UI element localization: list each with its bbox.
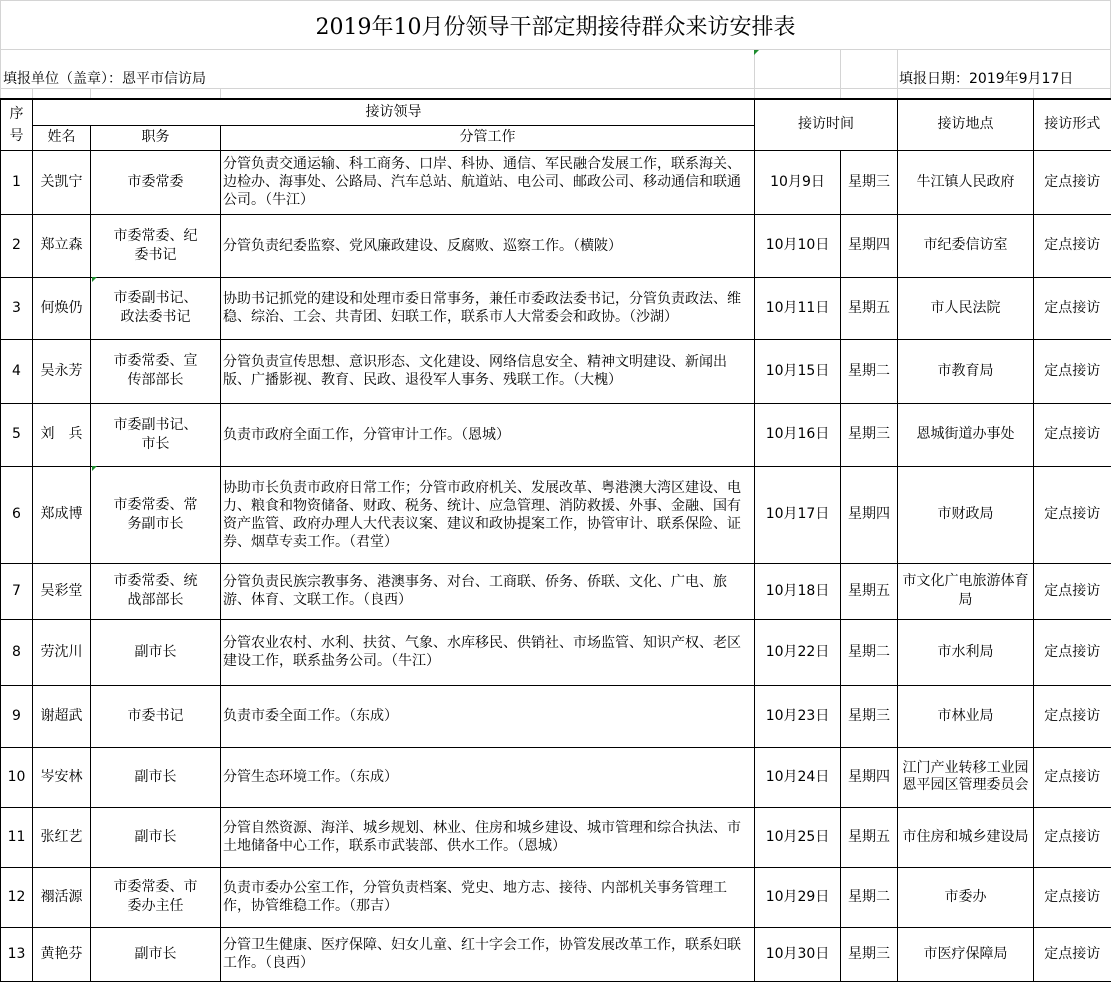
cell-date: 10月30日 xyxy=(755,927,841,981)
cell-location: 市林业局 xyxy=(898,685,1034,747)
header-time: 接访时间 xyxy=(755,99,898,150)
cell-duties: 分管负责民族宗教事务、港澳事务、对台、工商联、侨务、侨联、文化、广电、旅游、体育、文联工作。（良西） xyxy=(221,563,755,619)
cell-name: 吴永芳 xyxy=(33,339,91,403)
cell-duties: 负责市委全面工作。（东成） xyxy=(221,685,755,747)
report-date xyxy=(899,68,1073,88)
table-row xyxy=(1,685,1111,747)
cell-position: 市委常委、宣传部部长 xyxy=(91,339,221,403)
header-seq: 序号 xyxy=(1,99,33,150)
cell-date: 10月10日 xyxy=(755,214,841,277)
cell-position: 副市长 xyxy=(91,747,221,807)
cell-seq: 10 xyxy=(1,747,33,807)
cell-date: 10月16日 xyxy=(755,403,841,466)
gridline xyxy=(840,49,841,98)
cell-date: 10月24日 xyxy=(755,747,841,807)
cell-duties: 协助市长负责市政府日常工作；分管市政府机关、发展改革、粤港澳大湾区建设、电力、粮食和物资储备、财政、税务、统计、应急管理、消防救援、外事、金融、国有资产监管、政府办理人大代表议案、建议和政协提案工作，协管审计、联系保险、证券、烟草专卖工作。（君堂） xyxy=(221,466,755,563)
cell-duties: 分管自然资源、海洋、城乡规划、林业、住房和城乡建设、城市管理和综合执法、市土地储备中心工作，联系市武装部、供水工作。（恩城） xyxy=(221,807,755,867)
cell-position: 市委书记 xyxy=(91,685,221,747)
cell-location: 市财政局 xyxy=(898,466,1034,563)
header-duties: 分管工作 xyxy=(221,125,755,150)
reporting-unit xyxy=(3,68,206,88)
table-row xyxy=(1,619,1111,685)
cell-form: 定点接访 xyxy=(1034,466,1111,563)
cell-location: 市住房和城乡建设局 xyxy=(898,807,1034,867)
cell-duties: 分管农业农村、水利、扶贫、气象、水库移民、供销社、市场监管、知识产权、老区建设工作，联系盐务公司。（牛江） xyxy=(221,619,755,685)
cell-duties: 分管负责宣传思想、意识形态、文化建设、网络信息安全、精神文明建设、新闻出版、广播影视、教育、民政、退役军人事务、残联工作。（大槐） xyxy=(221,339,755,403)
cell-form: 定点接访 xyxy=(1034,214,1111,277)
cell-seq: 12 xyxy=(1,867,33,927)
table-row xyxy=(1,747,1111,807)
cell-name: 吴彩堂 xyxy=(33,563,91,619)
cell-name: 岑安林 xyxy=(33,747,91,807)
cell-position: 市委常委、常务副市长 xyxy=(91,466,221,563)
cell-name: 关凯宁 xyxy=(33,150,91,214)
cell-position: 市委副书记、政法委书记 xyxy=(91,277,221,339)
gridline xyxy=(897,49,898,98)
cell-name: 谢超武 xyxy=(33,685,91,747)
comment-marker xyxy=(92,277,97,282)
cell-name: 劳沈川 xyxy=(33,619,91,685)
reporting-unit-value: 恩平市信访局 xyxy=(122,71,206,87)
cell-form: 定点接访 xyxy=(1034,927,1111,981)
cell-form: 定点接访 xyxy=(1034,685,1111,747)
cell-weekday: 星期三 xyxy=(841,150,898,214)
cell-seq: 9 xyxy=(1,685,33,747)
header-position: 职务 xyxy=(91,125,221,150)
cell-name: 刘 兵 xyxy=(33,403,91,466)
cell-name: 张红艺 xyxy=(33,807,91,867)
cell-name: 禤活源 xyxy=(33,867,91,927)
cell-duties: 负责市委办公室工作，分管负责档案、党史、地方志、接待、内部机关事务管理工作，协管维稳工作。（那吉） xyxy=(221,867,755,927)
cell-form: 定点接访 xyxy=(1034,867,1111,927)
cell-weekday: 星期五 xyxy=(841,807,898,867)
header-name: 姓名 xyxy=(33,125,91,150)
table-row xyxy=(1,807,1111,867)
cell-date: 10月22日 xyxy=(755,619,841,685)
cell-seq: 8 xyxy=(1,619,33,685)
document-title: 2019年10月份领导干部定期接待群众来访安排表 xyxy=(0,0,1111,50)
gridline xyxy=(220,88,221,98)
cell-form: 定点接访 xyxy=(1034,747,1111,807)
table-row xyxy=(1,403,1111,466)
cell-position: 副市长 xyxy=(91,807,221,867)
cell-location: 市委办 xyxy=(898,867,1034,927)
cell-duties: 分管卫生健康、医疗保障、妇女儿童、红十字会工作，协管发展改革工作，联系妇联工作。（良西） xyxy=(221,927,755,981)
comment-marker xyxy=(754,50,759,55)
cell-location: 市文化广电旅游体育局 xyxy=(898,563,1034,619)
cell-date: 10月11日 xyxy=(755,277,841,339)
comment-marker xyxy=(92,466,97,471)
cell-form: 定点接访 xyxy=(1034,563,1111,619)
cell-position: 市委常委、市委办主任 xyxy=(91,867,221,927)
header-leader-group: 接访领导 xyxy=(33,99,755,125)
cell-weekday: 星期四 xyxy=(841,747,898,807)
schedule-table xyxy=(0,98,1111,982)
report-date-label: 填报日期： xyxy=(899,71,969,87)
cell-form: 定点接访 xyxy=(1034,403,1111,466)
cell-location: 恩城街道办事处 xyxy=(898,403,1034,466)
cell-weekday: 星期五 xyxy=(841,277,898,339)
cell-seq: 3 xyxy=(1,277,33,339)
cell-form: 定点接访 xyxy=(1034,339,1111,403)
cell-date: 10月25日 xyxy=(755,807,841,867)
cell-location: 市纪委信访室 xyxy=(898,214,1034,277)
table-row xyxy=(1,466,1111,563)
cell-date: 10月23日 xyxy=(755,685,841,747)
cell-location: 市医疗保障局 xyxy=(898,927,1034,981)
cell-name: 郑成博 xyxy=(33,466,91,563)
cell-seq: 11 xyxy=(1,807,33,867)
cell-form: 定点接访 xyxy=(1034,150,1111,214)
cell-date: 10月29日 xyxy=(755,867,841,927)
cell-location: 市教育局 xyxy=(898,339,1034,403)
cell-weekday: 星期四 xyxy=(841,466,898,563)
cell-position: 市委常委、统战部部长 xyxy=(91,563,221,619)
reporting-unit-label: 填报单位（盖章）： xyxy=(3,71,122,87)
table-row xyxy=(1,563,1111,619)
cell-weekday: 星期四 xyxy=(841,214,898,277)
gridline xyxy=(0,88,1111,89)
cell-seq: 1 xyxy=(1,150,33,214)
cell-weekday: 星期二 xyxy=(841,619,898,685)
gridline xyxy=(32,88,33,98)
cell-form: 定点接访 xyxy=(1034,619,1111,685)
gridline xyxy=(754,49,755,98)
cell-location: 牛江镇人民政府 xyxy=(898,150,1034,214)
table-row xyxy=(1,867,1111,927)
table-row xyxy=(1,150,1111,214)
cell-date: 10月17日 xyxy=(755,466,841,563)
table-row xyxy=(1,339,1111,403)
cell-form: 定点接访 xyxy=(1034,807,1111,867)
cell-date: 10月9日 xyxy=(755,150,841,214)
cell-seq: 6 xyxy=(1,466,33,563)
cell-seq: 4 xyxy=(1,339,33,403)
cell-position: 市委常委、纪委书记 xyxy=(91,214,221,277)
cell-location: 市水利局 xyxy=(898,619,1034,685)
table-row xyxy=(1,277,1111,339)
table-row xyxy=(1,927,1111,981)
header-form: 接访形式 xyxy=(1034,99,1111,150)
cell-name: 黄艳芬 xyxy=(33,927,91,981)
cell-name: 郑立森 xyxy=(33,214,91,277)
cell-location: 江门产业转移工业园恩平园区管理委员会 xyxy=(898,747,1034,807)
cell-duties: 分管生态环境工作。（东成） xyxy=(221,747,755,807)
cell-duties: 负责市政府全面工作，分管审计工作。（恩城） xyxy=(221,403,755,466)
table-row xyxy=(1,214,1111,277)
cell-seq: 2 xyxy=(1,214,33,277)
cell-weekday: 星期三 xyxy=(841,927,898,981)
cell-seq: 13 xyxy=(1,927,33,981)
cell-date: 10月18日 xyxy=(755,563,841,619)
cell-seq: 5 xyxy=(1,403,33,466)
cell-date: 10月15日 xyxy=(755,339,841,403)
header-location: 接访地点 xyxy=(898,99,1034,150)
cell-duties: 分管负责纪委监察、党风廉政建设、反腐败、巡察工作。（横陂） xyxy=(221,214,755,277)
cell-position: 市委常委 xyxy=(91,150,221,214)
cell-position: 副市长 xyxy=(91,927,221,981)
cell-weekday: 星期三 xyxy=(841,403,898,466)
report-date-value: 2019年9月17日 xyxy=(969,71,1073,87)
cell-weekday: 星期二 xyxy=(841,339,898,403)
cell-duties: 协助书记抓党的建设和处理市委日常事务，兼任市委政法委书记，分管负责政法、维稳、综治、工会、共青团、妇联工作，联系市人大常委会和政协。（沙湖） xyxy=(221,277,755,339)
cell-form: 定点接访 xyxy=(1034,277,1111,339)
cell-weekday: 星期三 xyxy=(841,685,898,747)
cell-duties: 分管负责交通运输、科工商务、口岸、科协、通信、军民融合发展工作，联系海关、边检办、海事处、公路局、汽车总站、航道站、电公司、邮政公司、移动通信和联通公司。（牛江） xyxy=(221,150,755,214)
cell-position: 市委副书记、市长 xyxy=(91,403,221,466)
gridline xyxy=(1033,88,1034,98)
cell-name: 何焕仍 xyxy=(33,277,91,339)
cell-position: 副市长 xyxy=(91,619,221,685)
gridline xyxy=(90,88,91,98)
cell-weekday: 星期二 xyxy=(841,867,898,927)
cell-seq: 7 xyxy=(1,563,33,619)
cell-location: 市人民法院 xyxy=(898,277,1034,339)
cell-weekday: 星期五 xyxy=(841,563,898,619)
